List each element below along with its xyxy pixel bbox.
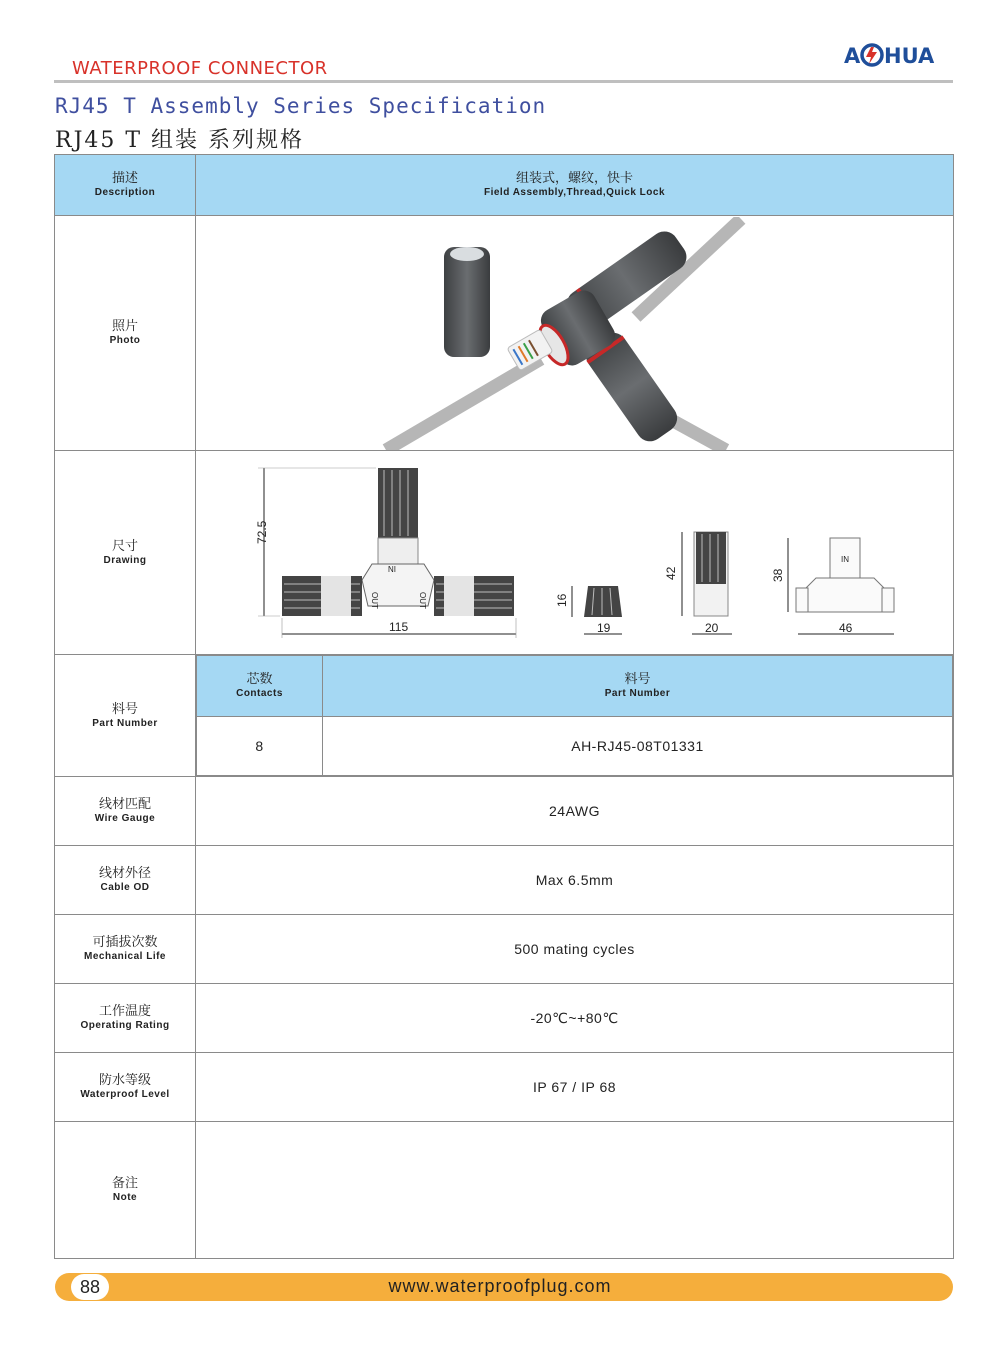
label-out-right: OUT bbox=[418, 591, 427, 609]
wire-gauge-value: 24AWG bbox=[196, 777, 954, 846]
dim-height-main: 72.5 bbox=[255, 520, 269, 544]
row-photo bbox=[55, 216, 954, 451]
brand-letter-a: A bbox=[844, 44, 861, 68]
label-cell bbox=[55, 1053, 196, 1122]
cap-view bbox=[555, 586, 622, 635]
row-operating-rating bbox=[55, 984, 954, 1053]
dim-cap-width: 19 bbox=[597, 620, 611, 635]
label-en: Photo bbox=[109, 335, 141, 346]
row-waterproof-level bbox=[55, 1053, 954, 1122]
contacts-header-cn: 芯数 bbox=[246, 671, 273, 686]
dim-cap-height: 16 bbox=[555, 593, 569, 607]
label-cell bbox=[55, 777, 196, 846]
contacts-header-en: Contacts bbox=[236, 688, 283, 699]
part-number-header-cn: 料号 bbox=[624, 671, 651, 686]
tee-front-view bbox=[255, 468, 516, 638]
part-number-header-en: Part Number bbox=[604, 688, 671, 699]
separate-nut-cap bbox=[444, 247, 490, 357]
label-cell bbox=[55, 216, 196, 451]
label-out-left: OUT bbox=[370, 591, 379, 609]
cable-od-value: Max 6.5mm bbox=[196, 846, 954, 915]
dim-side-width: 20 bbox=[705, 620, 719, 635]
label-cn: 备注 bbox=[111, 1175, 138, 1190]
description-value-cn: 组装式，螺纹，快卡 bbox=[515, 170, 633, 185]
section-title: WATERPROOF CONNECTOR bbox=[72, 58, 328, 79]
row-note bbox=[55, 1122, 954, 1259]
brand-text-hua: HUA bbox=[884, 44, 935, 68]
row-cable-od bbox=[55, 846, 954, 915]
part-number-value: AH-RJ45-08T01331 bbox=[323, 717, 953, 776]
row-drawing bbox=[55, 451, 954, 655]
label-en: Part Number bbox=[92, 717, 158, 729]
dim-top-height: 38 bbox=[771, 568, 785, 582]
header-divider bbox=[54, 80, 953, 83]
cable-left bbox=[386, 359, 541, 450]
label-cn: 可插拔次数 bbox=[92, 934, 158, 949]
row-description bbox=[55, 155, 954, 216]
subtable-row bbox=[197, 717, 953, 776]
label-en: Mechanical Life bbox=[84, 951, 166, 962]
product-photo-cell bbox=[196, 216, 954, 451]
label-cell bbox=[55, 915, 196, 984]
description-value-en: Field Assembly,Thread,Quick Lock bbox=[483, 187, 666, 198]
subtable-header bbox=[197, 656, 953, 717]
label-cn: 线材外径 bbox=[98, 865, 151, 880]
dim-top-width: 46 bbox=[839, 620, 853, 635]
label-en: Operating Rating bbox=[80, 1020, 170, 1031]
drawing-cell bbox=[196, 451, 954, 655]
operating-rating-value: -20℃~+80℃ bbox=[196, 984, 954, 1053]
label-en: Description bbox=[94, 187, 156, 198]
top-view bbox=[771, 538, 894, 635]
part-number-cell bbox=[196, 655, 954, 777]
label-cell bbox=[55, 984, 196, 1053]
label-en: Wire Gauge bbox=[94, 813, 156, 824]
label-cn: 料号 bbox=[111, 700, 138, 716]
page-number: 88 bbox=[71, 1274, 109, 1300]
page-title-en: RJ45 T Assembly Series Specification bbox=[55, 94, 547, 118]
row-mechanical-life bbox=[55, 915, 954, 984]
lightning-icon bbox=[866, 47, 877, 64]
part-number-header bbox=[323, 656, 953, 717]
label-cn: 线材匹配 bbox=[98, 796, 151, 811]
label-in-top: IN bbox=[841, 554, 849, 564]
label-en: Cable OD bbox=[100, 882, 150, 893]
label-en: Note bbox=[112, 1192, 138, 1203]
dim-side-height: 42 bbox=[664, 566, 678, 580]
label-cn: 工作温度 bbox=[98, 1003, 151, 1018]
label-cn: 描述 bbox=[111, 170, 138, 185]
row-wire-gauge bbox=[55, 777, 954, 846]
spec-table bbox=[54, 154, 954, 1259]
label-cell bbox=[55, 655, 196, 777]
contacts-value: 8 bbox=[197, 717, 323, 776]
cap-opening bbox=[450, 247, 484, 261]
page-title-cn: RJ45 T 组装 系列规格 bbox=[55, 128, 305, 153]
contacts-header bbox=[197, 656, 323, 717]
row-part-number bbox=[55, 655, 954, 777]
website-link[interactable]: www.waterproofplug.com bbox=[388, 1276, 612, 1296]
label-cn: 尺寸 bbox=[111, 537, 138, 553]
label-cn: 照片 bbox=[111, 318, 138, 333]
label-cell bbox=[55, 451, 196, 655]
label-en: Waterproof Level bbox=[80, 1089, 170, 1100]
label-cell bbox=[55, 1122, 196, 1259]
dimension-drawing bbox=[196, 452, 952, 654]
label-in-main: IN bbox=[388, 563, 396, 573]
waterproof-level-value: IP 67 / IP 68 bbox=[196, 1053, 954, 1122]
dim-width-main: 115 bbox=[389, 619, 409, 634]
product-photo bbox=[196, 217, 952, 450]
side-view bbox=[664, 532, 732, 635]
brand-logo bbox=[844, 40, 939, 70]
label-cn: 防水等级 bbox=[98, 1072, 151, 1087]
value-cell bbox=[196, 155, 954, 216]
note-value bbox=[196, 1122, 954, 1259]
mechanical-life-value: 500 mating cycles bbox=[196, 915, 954, 984]
label-en: Drawing bbox=[103, 554, 147, 566]
label-cell bbox=[55, 846, 196, 915]
label-cell bbox=[55, 155, 196, 216]
part-number-subtable bbox=[196, 655, 953, 776]
